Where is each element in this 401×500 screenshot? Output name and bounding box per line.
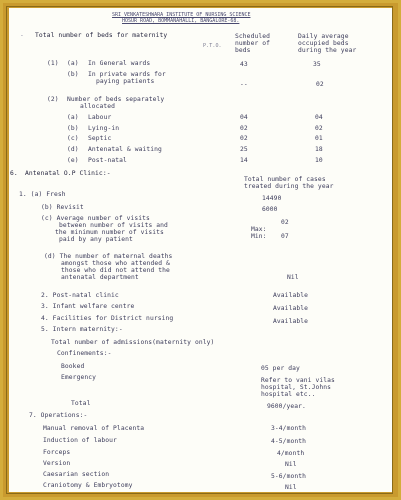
section6-col-total-1: Total number of cases [244,176,326,183]
section2-row-text: Post-natal [88,157,127,164]
intern-total-admissions: Total number of admissions(maternity only) [51,339,215,346]
operation-value: 5-6/month [271,473,307,480]
section2-row-text: Lying-in [88,125,120,132]
maternal-deaths-value: Nil [287,274,299,281]
section2-row-label: (d) [67,146,79,153]
section2-row-daily: 04 [315,114,323,121]
service-item: 2. Post-natal clinic [41,292,119,299]
antenatal-visits-1: (c) Average number of visits [41,215,150,222]
maternal-deaths-4: antenatal department [61,274,139,281]
section2-title2: allocated [80,103,116,110]
section2-number: (2) [47,96,59,103]
operations-title: 7. Operations:- [29,412,88,419]
section2-row-scheduled: 14 [240,157,248,164]
intern-emergency-3: hospital etc.. [261,391,316,398]
section1-b-text: In private wards for [88,71,166,78]
intern-confinements: Confinements:- [57,350,112,357]
antenatal-visits-val2: 07 [281,233,289,240]
maternal-deaths-1: (d) The number of maternal deaths [44,253,173,260]
intern-total: Total [71,400,91,407]
institute-address: HOSUR ROAD, BOMMANAHALLI, BANGALORE-68. [122,18,240,24]
section2-row-daily: 02 [315,125,323,132]
operation-value: 4-5/month [271,438,307,445]
section2-title: Number of beds separately [67,96,165,103]
section2-row-text: Antenatal & waiting [88,146,162,153]
section2-row-daily: 10 [315,157,323,164]
section2-row-daily: 18 [315,146,323,153]
antenatal-fresh: 1. (a) Fresh [19,191,66,198]
section2-row-text: Septic [88,135,112,142]
operation-value: Nil [285,484,297,491]
service-value: Available [273,305,309,312]
stamp-mark: P.T.O. [203,43,222,49]
section1-number: (1) [47,60,59,67]
section2-row-daily: 01 [315,135,323,142]
section1-b-daily: 02 [316,81,324,88]
document-page [9,8,392,492]
operation-item: Caesarian section [43,471,110,478]
antenatal-visits-3: the minimum number of visits [55,229,164,236]
section2-row-scheduled: 04 [240,114,248,121]
antenatal-revisit-value: 6000 [262,206,278,213]
antenatal-fresh-value: 14490 [262,195,282,202]
intern-emergency-1: Refer to vani vilas [261,377,335,384]
operation-item: Induction of labour [43,437,117,444]
intern-emergency-2: hospital, St.Johns [261,384,332,391]
col-scheduled-1: Scheduled [235,33,271,40]
intern-total-value: 9600/year. [267,403,306,410]
operation-item: Version [43,460,71,467]
section2-row-scheduled: 25 [240,146,248,153]
operation-value: 3-4/month [271,425,307,432]
section2-row-label: (e) [67,157,79,164]
col-daily-3: during the year [298,47,357,54]
section1-a-label: (a) [67,60,79,67]
intern-emergency: Emergency [61,374,97,381]
service-item: 3. Infant welfare centre [41,303,135,310]
section2-row-scheduled: 02 [240,125,248,132]
operation-value: Nil [285,461,297,468]
section1-a-scheduled: 43 [240,61,248,68]
antenatal-visits-4: paid by any patient [59,236,133,243]
col-scheduled-3: beds [235,47,251,54]
operation-item: Craniotomy & Embryotomy [43,482,133,489]
operation-item: Forceps [43,449,71,456]
section2-row-text: Labour [88,114,112,121]
maternal-deaths-3: those who did not attend the [61,267,170,274]
antenatal-max-label: Max: [251,226,267,233]
section1-b-scheduled: -- [240,81,248,88]
section1-a-text: In General wards [88,60,151,67]
section2-row-label: (c) [67,135,79,142]
section2-row-scheduled: 02 [240,135,248,142]
antenatal-visits-2: between number of visits and [59,222,168,229]
intern-title: 5. Intern maternity:- [41,326,123,333]
institute-name: SRI VENKATESHWARA INSTITUTE OF NURSING SCIENCE [112,12,251,18]
section6-col-total-2: treated during the year [244,183,334,190]
intern-booked-value: 05 per day [261,365,300,372]
operation-item: Manual removal of Placenta [43,425,145,432]
section2-row-label: (a) [67,114,79,121]
antenatal-min-label: Min: [251,233,267,240]
section6-number: 6. [10,170,18,177]
col-daily-1: Daily average [298,33,349,40]
beds-total-title: Total number of beds for maternity [35,32,168,39]
operation-value: 4/month [277,450,305,457]
section1-b-label: (b) [67,71,79,78]
col-scheduled-2: number of [235,40,271,47]
section1-a-daily: 35 [313,61,321,68]
service-value: Available [273,292,309,299]
antenatal-visits-val1: 02 [281,219,289,226]
intern-booked: Booked [61,363,85,370]
section6-title: Antenatal O.P Clinic:- [25,170,111,177]
section1-b-text2: paying patients [96,78,155,85]
service-item: 4. Facilities for District nursing [41,315,174,322]
service-value: Available [273,318,309,325]
col-daily-2: occupied beds [298,40,349,47]
antenatal-revisit: (b) Revisit [41,204,84,211]
maternal-deaths-2: amongst those who attended & [61,260,170,267]
section2-row-label: (b) [67,125,79,132]
bullet-dash: - [20,32,24,39]
